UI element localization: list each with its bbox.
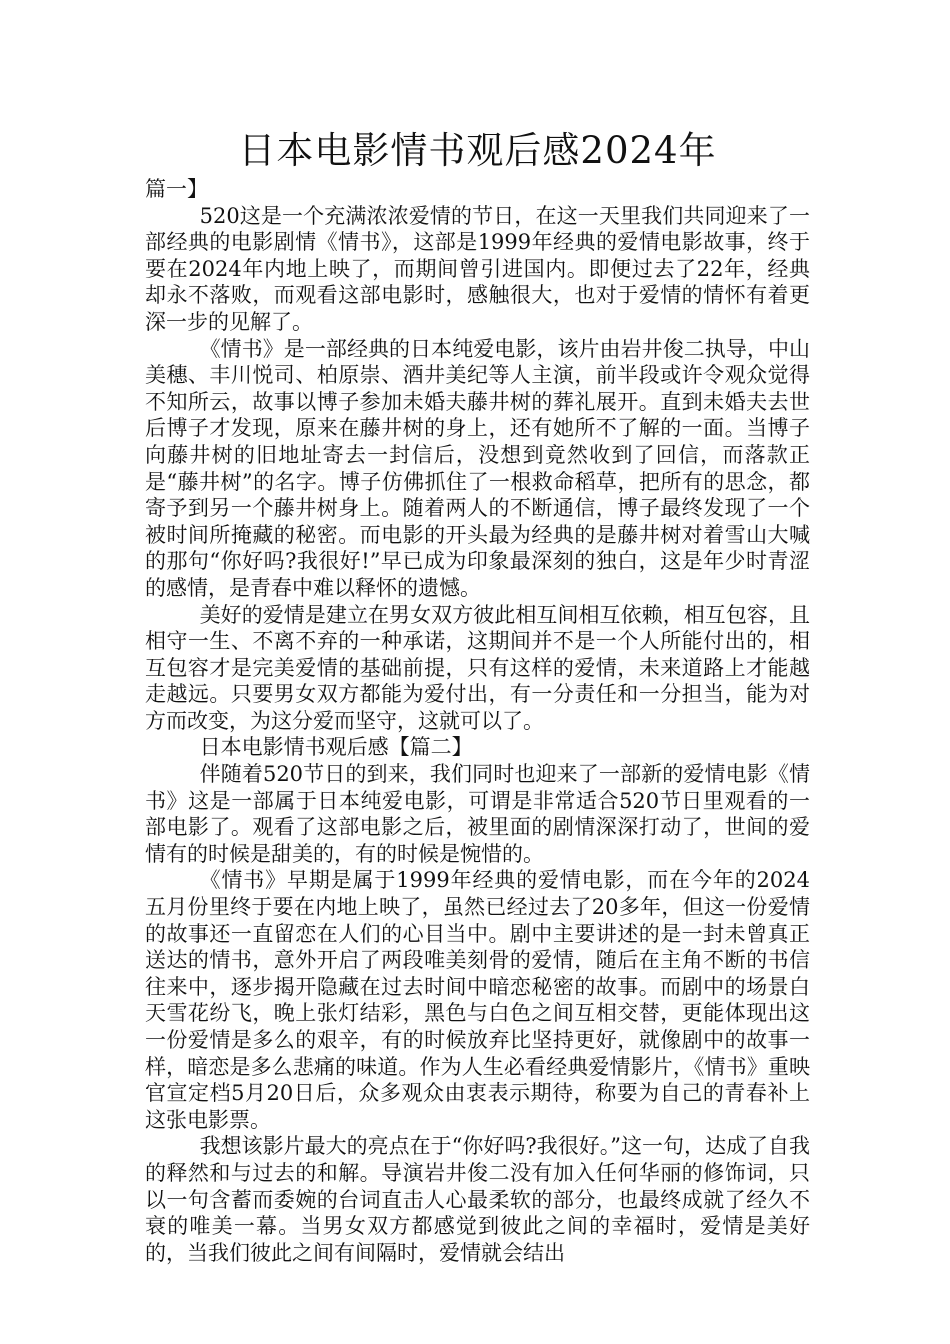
paragraph: 520这是一个充满浓浓爱情的节日，在这一天里我们共同迎来了一部经典的电影剧情《情书》，这部是1999年经典的爱情电影故事，终于要在2024年内地上映了，而期间曾引进国内。即便过去了22年，经典却永不落败，而观看这部电影时，感触很大，也对于爱情的情怀有着更深一步的见解了。 [145,203,810,334]
paragraph: 《情书》是一部经典的日本纯爱电影，该片由岩井俊二执导，中山美穗、丰川悦司、柏原崇、酒井美纪等人主演，前半段或许令观众觉得不知所云，故事以博子参加未婚夫藤井树的葬礼展开。直到未婚夫去世后博子才发现，原来在藤井树的身上，还有她所不了解的一面。当博子向藤井树的旧地址寄去一封信后，没想到竟然收到了回信，而落款正是“藤井树”的名字。博子仿佛抓住了一根救命稻草，把所有的思念，都寄予到另一个藤井树身上。随着两人的不断通信，博子最终发现了一个被时间所掩藏的秘密。而电影的开头最为经典的是藤井树对着雪山大喊的那句“你好吗?我很好!”早已成为印象最深刻的独白，这是年少时青涩的感情，是青春中难以释怀的遗憾。 [145,336,810,600]
document-title: 日本电影情书观后感2024年 [238,129,717,172]
section-one-heading: 篇一】 [145,177,208,201]
paragraph: 我想该影片最大的亮点在于“你好吗?我很好。”这一句，达成了自我的释然和与过去的和解。导演岩井俊二没有加入任何华丽的修饰词，只以一句含蓄而委婉的台词直击人心最柔软的部分，也最终成就了经久不衰的唯美一幕。当男女双方都感觉到彼此之间的幸福时，爱情是美好的，当我们彼此之间有间隔时，爱情就会结出 [145,1134,810,1265]
paragraph: 美好的爱情是建立在男女双方彼此相互间相互依赖，相互包容，且相守一生、不离不弃的一种承诺，这期间并不是一个人所能付出的，相互包容才是完美爱情的基础前提，只有这样的爱情，未来道路上才能越走越远。只要男女双方都能为爱付出，有一分责任和一分担当，能为对方而改变，为这分爱而坚守，这就可以了。 [145,602,810,733]
paragraph: 伴随着520节日的到来，我们同时也迎来了一部新的爱情电影《情书》这是一部属于日本纯爱电影，可谓是非常适合520节日里观看的一部电影了。观看了这部电影之后，被里面的剧情深深打动了，世间的爱情有的时候是甜美的，有的时候是惋惜的。 [145,762,810,866]
section-two-heading: 日本电影情书观后感【篇二】 [199,735,473,760]
document-page [145,128,810,1266]
paragraph: 《情书》早期是属于1999年经典的爱情电影，而在今年的2024五月份里终于要在内地上映了，虽然已经过去了20多年，但这一份爱情的故事还一直留恋在人们的心目当中。剧中主要讲述的是一封未曾真正送达的情书，意外开启了两段唯美刻骨的爱情，随后在主角不断的书信往来中，逐步揭开隐藏在过去时间中暗恋秘密的故事。而剧中的场景白天雪花纷飞，晚上张灯结彩，黑色与白色之间互相交替，更能体现出这一份爱情是多么的艰辛，有的时候放弃比坚持更好，就像剧中的故事一样，暗恋是多么悲痛的味道。作为人生必看经典爱情影片，《情书》重映官宣定档5月20日后，众多观众由衷表示期待，称要为自己的青春补上这张电影票。 [145,868,810,1132]
